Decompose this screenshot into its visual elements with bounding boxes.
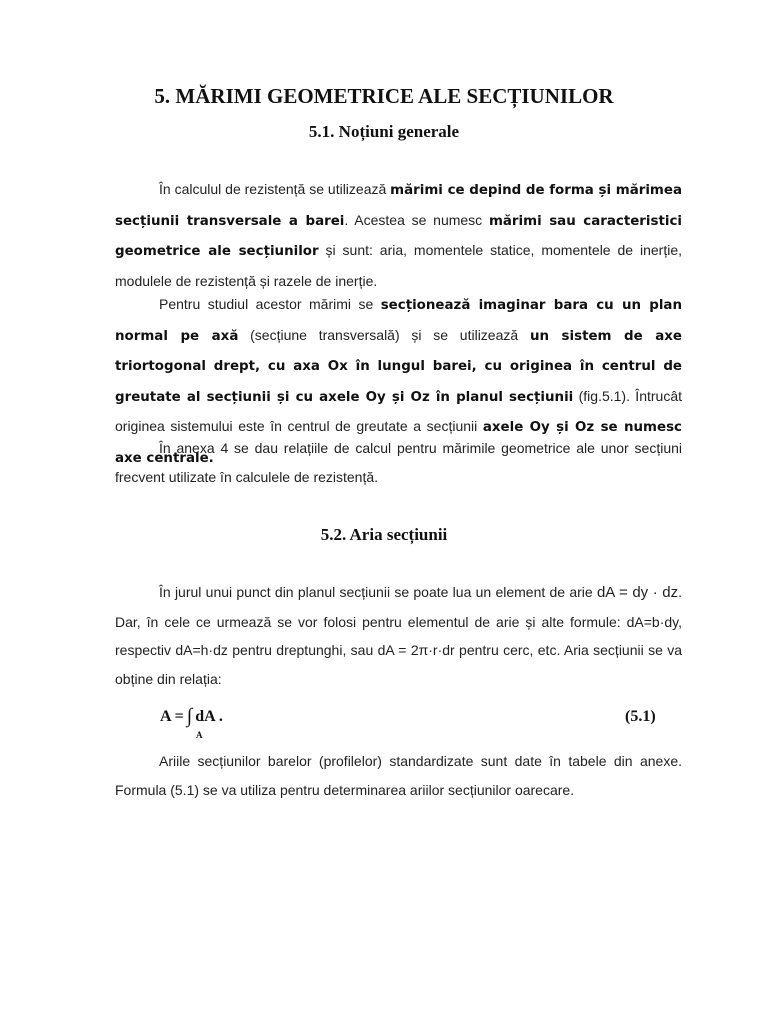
text-run: . Dar, în cele ce urmează se vor folosi pentru elementul de arie și alte formule: dA=b·dy, respectiv dA=h·dz pentru dreptunghi, sau dA = 2π·r·dr pentru cerc, etc. Aria secțiunii se va obține din relația: — [115, 584, 682, 687]
formula-area-integral — [160, 704, 223, 740]
section-title-general-notions: 5.1. Noțiuni generale — [308, 122, 460, 141]
bold-run: un sistem de axe triortogonal drept, cu axa Ox în lungul barei, cu originea în centrul de greutate al secțiunii și cu axele Oy și Oz în planul secțiunii — [115, 328, 682, 405]
paragraph-standard-profiles: Ariile secțiunilor barelor (profilelor) standardizate sunt date în tabele din anexe. Formula (5.1) se va utiliza pentru determinarea ariilor secțiunilor oarecare. — [115, 753, 682, 798]
bold-run: mărimi sau caracteristici geometrice ale secțiunilor — [115, 213, 682, 259]
paragraph-intro — [115, 175, 682, 295]
formula-rhs: dA . — [195, 708, 223, 725]
bold-run: mărimi ce depind de forma și mărimea secțiunii transversale a barei — [115, 183, 682, 229]
equation-number: (5.1) — [625, 708, 656, 725]
text-run: În jurul unui punct din planul secțiunii se poate lua un element de arie — [159, 584, 597, 600]
math-expression: dA = dy · dz — [596, 584, 679, 601]
paragraph-annex: În anexa 4 se dau relațiile de calcul pentru mărimile geometrice ale unor secțiuni frecvent utilizate în calculele de rezistență. — [115, 440, 682, 485]
text-run: (secțiune transversală) și se utilizează — [238, 326, 530, 343]
integral-subscript: A — [196, 730, 203, 740]
text-run: . Acestea se numesc — [344, 211, 489, 228]
bold-run: axele Oy și Oz se numesc axe centrale. — [115, 420, 682, 466]
section-title-area: 5.2. Aria secțiunii — [320, 525, 448, 544]
text-run: (fig.5.1). Întrucât originea sistemului este în centrul de greutate a secțiunii — [115, 387, 682, 434]
paragraph-area-element — [115, 578, 682, 693]
integral-sign: ∫ — [186, 705, 193, 727]
chapter-title: 5. MĂRIMI GEOMETRICE ALE SECȚIUNILOR — [154, 84, 614, 108]
bold-run: secționează imaginar bara cu un plan normal pe axă — [115, 298, 682, 344]
formula-lhs: A = — [160, 708, 184, 725]
text-run: și sunt: aria, momentele statice, momentele de inerție, modulele de rezistență și razele de inerție. — [115, 242, 682, 289]
text-run: În calculul de rezistență se utilizează — [159, 181, 391, 197]
text-run: Pentru studiul acestor mărimi se — [159, 296, 381, 312]
